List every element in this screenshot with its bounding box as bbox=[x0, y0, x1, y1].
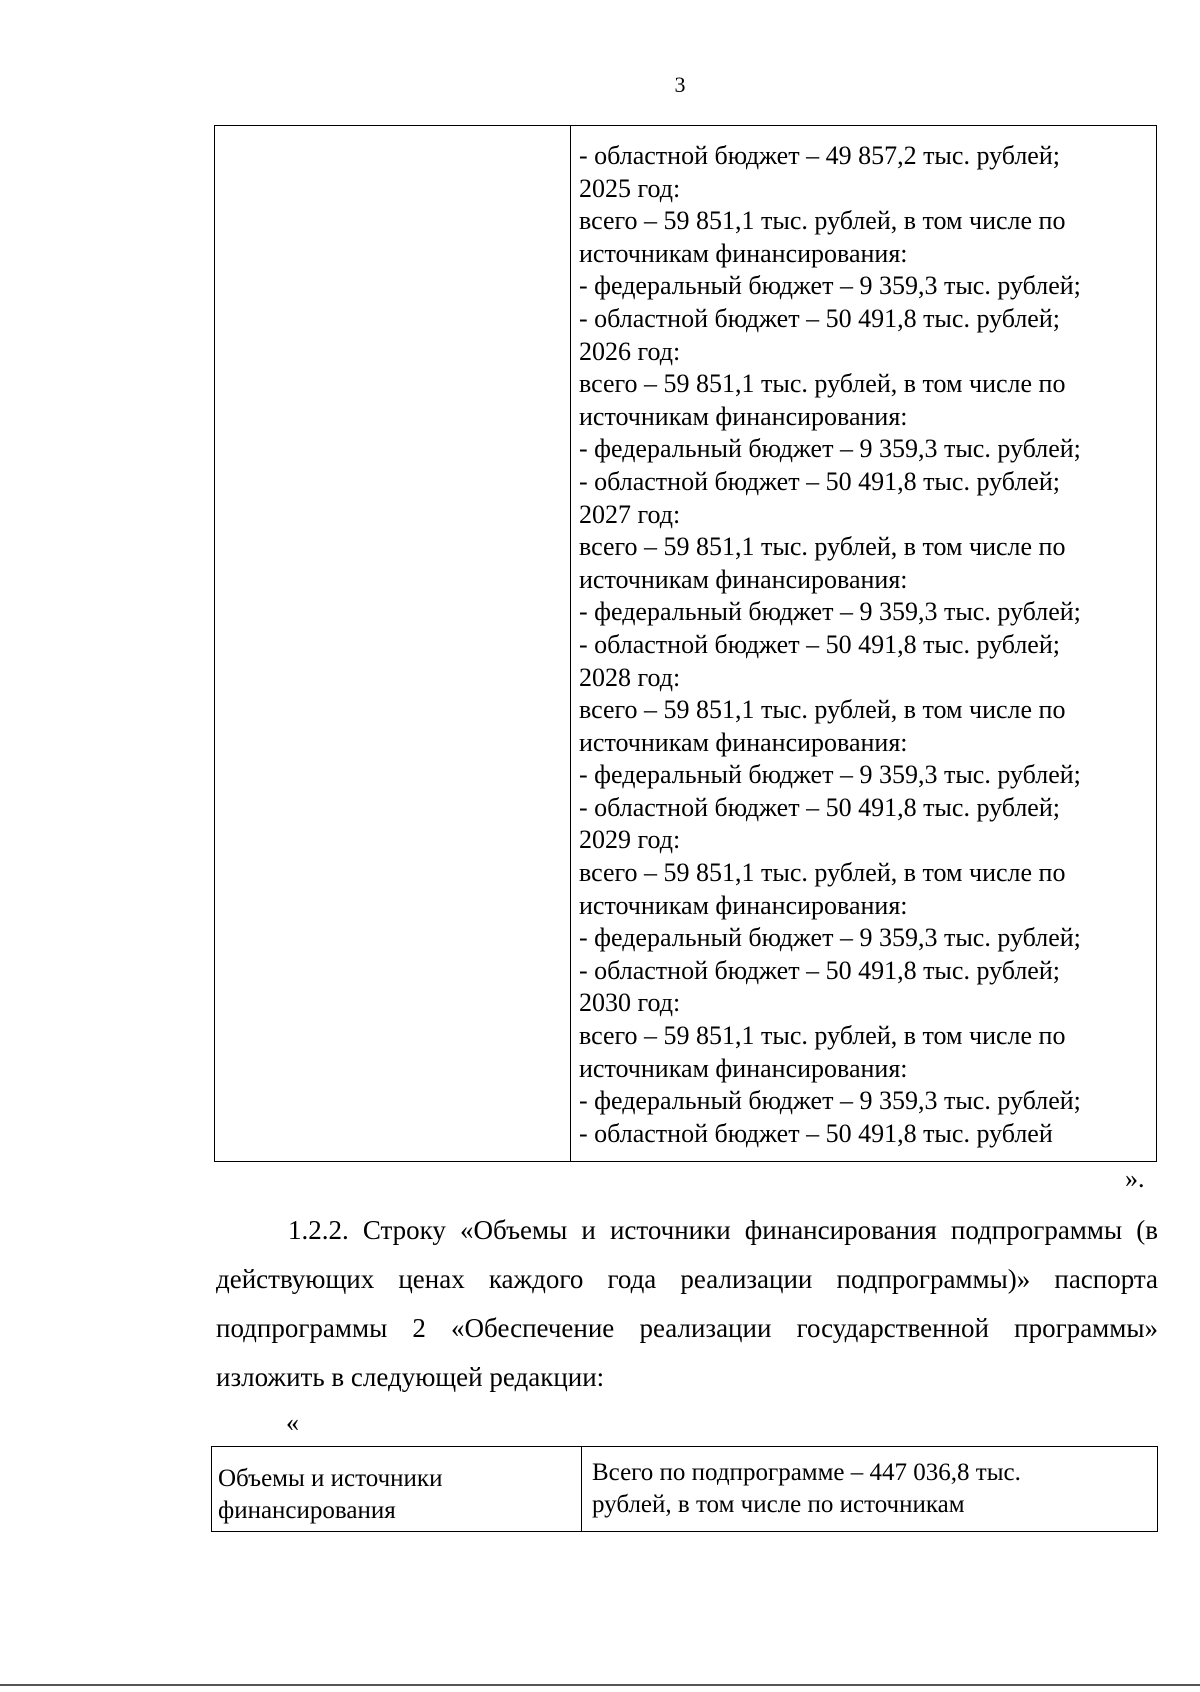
table-line: 2030 год: bbox=[579, 988, 681, 1018]
table-cell-left bbox=[212, 1447, 582, 1532]
table-line: всего – 59 851,1 тыс. рублей, в том числе по bbox=[579, 695, 1066, 725]
table-line: - областной бюджет – 50 491,8 тыс. рублей bbox=[579, 1118, 1053, 1148]
table-row bbox=[212, 1447, 1158, 1532]
table-cell-right bbox=[571, 126, 1157, 1162]
table-line: - областной бюджет – 50 491,8 тыс. рублей; bbox=[579, 466, 1060, 496]
table-line: источникам финансирования: bbox=[579, 727, 908, 757]
paragraph-text: 1.2.2. Строку «Объемы и источники финансирования подпрограммы (в действующих ценах каждого года реализации подпрограммы)» паспорта подпрограммы 2 «Обеспечение реализации государственной программы» изложить в следующей редакции: bbox=[216, 1215, 1158, 1392]
table-line: всего – 59 851,1 тыс. рублей, в том числе по bbox=[579, 206, 1066, 236]
table-line: всего – 59 851,1 тыс. рублей, в том числе по bbox=[579, 369, 1066, 399]
closing-quote: ». bbox=[1125, 1164, 1145, 1193]
financing-table-new bbox=[211, 1446, 1158, 1532]
table-line: - областной бюджет – 50 491,8 тыс. рублей; bbox=[579, 955, 1060, 985]
table-row bbox=[215, 126, 1157, 1162]
table-line: 2026 год: bbox=[579, 336, 681, 366]
table-line: рублей, в том числе по источникам bbox=[592, 1491, 965, 1518]
table-line: 2027 год: bbox=[579, 499, 681, 529]
table-line: источникам финансирования: bbox=[579, 1053, 908, 1083]
table-line: всего – 59 851,1 тыс. рублей, в том числе по bbox=[579, 858, 1066, 888]
table-line: - федеральный бюджет – 9 359,3 тыс. рублей; bbox=[579, 434, 1081, 464]
table-line: Всего по подпрограмме – 447 036,8 тыс. bbox=[592, 1459, 1021, 1486]
table-line: источникам финансирования: bbox=[579, 564, 908, 594]
table-line: - областной бюджет – 50 491,8 тыс. рублей; bbox=[579, 792, 1060, 822]
amendment-paragraph bbox=[216, 1206, 1158, 1402]
opening-quote: « bbox=[286, 1408, 299, 1437]
table-line: - федеральный бюджет – 9 359,3 тыс. рублей; bbox=[579, 1086, 1081, 1116]
table-line: источникам финансирования: bbox=[579, 401, 908, 431]
table-line: 2028 год: bbox=[579, 662, 681, 692]
table-line: - федеральный бюджет – 9 359,3 тыс. рублей; bbox=[579, 923, 1081, 953]
table-line: источникам финансирования: bbox=[579, 890, 908, 920]
table-line: 2029 год: bbox=[579, 825, 681, 855]
page-number: 3 bbox=[674, 72, 686, 97]
table-line: - областной бюджет – 50 491,8 тыс. рублей; bbox=[579, 303, 1060, 333]
table-line: всего – 59 851,1 тыс. рублей, в том числе по bbox=[579, 532, 1066, 562]
table-line: - федеральный бюджет – 9 359,3 тыс. рублей; bbox=[579, 597, 1081, 627]
table-line: источникам финансирования: bbox=[579, 238, 908, 268]
table-line: Объемы и источники bbox=[218, 1465, 443, 1492]
table-line: всего – 59 851,1 тыс. рублей, в том числе по bbox=[579, 1021, 1066, 1051]
financing-table-continued bbox=[214, 125, 1157, 1162]
table-line: - федеральный бюджет – 9 359,3 тыс. рублей; bbox=[579, 271, 1081, 301]
table-line: 2025 год: bbox=[579, 173, 681, 203]
table-line: - областной бюджет – 49 857,2 тыс. рублей; bbox=[579, 141, 1060, 170]
table-cell-left-empty bbox=[215, 126, 571, 1162]
page-bottom-rule bbox=[0, 1684, 1200, 1686]
table-line: - областной бюджет – 50 491,8 тыс. рублей; bbox=[579, 629, 1060, 659]
table-line: - федеральный бюджет – 9 359,3 тыс. рублей; bbox=[579, 760, 1081, 790]
table-cell-right bbox=[582, 1447, 1158, 1532]
table-line: финансирования bbox=[218, 1497, 396, 1524]
